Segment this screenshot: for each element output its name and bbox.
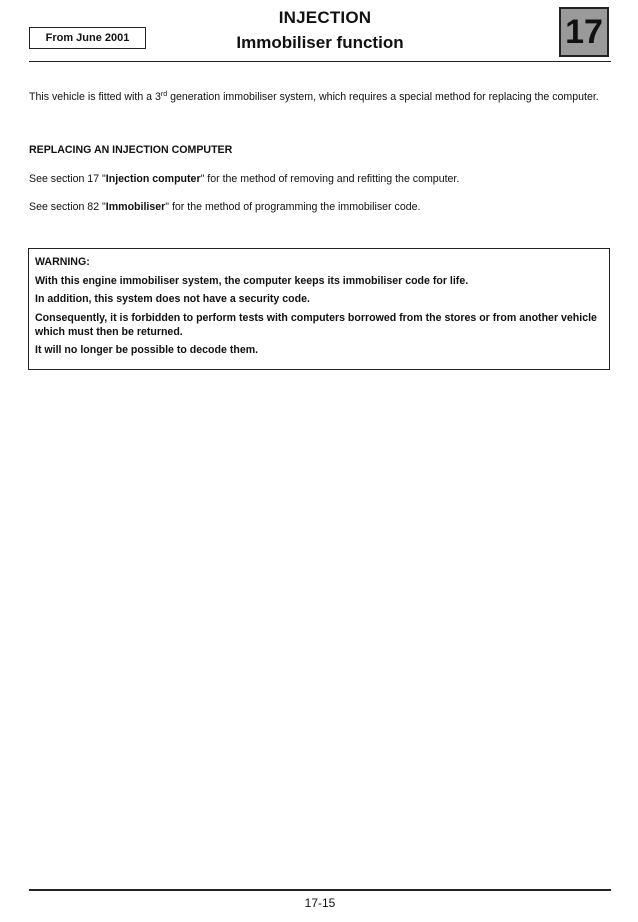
footer-divider: [29, 889, 611, 891]
header-divider: [29, 61, 611, 62]
page-title-secondary: Immobiliser function: [236, 33, 404, 52]
reference-prefix: See section 82 ": [29, 201, 106, 213]
section-number-badge: 17: [559, 7, 609, 57]
date-range-label: From June 2001: [29, 27, 146, 49]
reference-prefix: See section 17 ": [29, 173, 106, 185]
page-title-primary: INJECTION: [278, 8, 372, 27]
warning-box: [28, 248, 610, 370]
intro-text-end: generation immobiliser system, which requires a special method for replacing the computer.: [167, 91, 599, 103]
intro-superscript: rd: [160, 91, 168, 98]
reference-line-immobiliser: [29, 199, 609, 215]
warning-line: With this engine immobiliser system, the computer keeps its immobiliser code for life.: [35, 274, 469, 287]
warning-line: Consequently, it is forbidden to perform tests with computers borrowed from the stores or from another vehicle which must then be returned.: [35, 311, 597, 338]
reference-suffix: " for the method of removing and refitting the computer.: [200, 173, 460, 185]
reference-suffix: " for the method of programming the immobiliser code.: [165, 201, 421, 213]
reference-title-injection: Injection computer: [105, 173, 201, 185]
section-heading: REPLACING AN INJECTION COMPUTER: [29, 144, 233, 156]
intro-paragraph: [29, 89, 609, 105]
intro-text-start: This vehicle is fitted with a 3: [29, 91, 161, 103]
reference-line-injection: [29, 171, 609, 187]
warning-line: In addition, this system does not have a security code.: [35, 293, 310, 305]
reference-title-immobiliser: Immobiliser: [105, 201, 166, 213]
warning-line: It will no longer be possible to decode them.: [35, 344, 259, 356]
page-number: 17-15: [304, 896, 336, 910]
warning-title: WARNING:: [35, 256, 90, 268]
